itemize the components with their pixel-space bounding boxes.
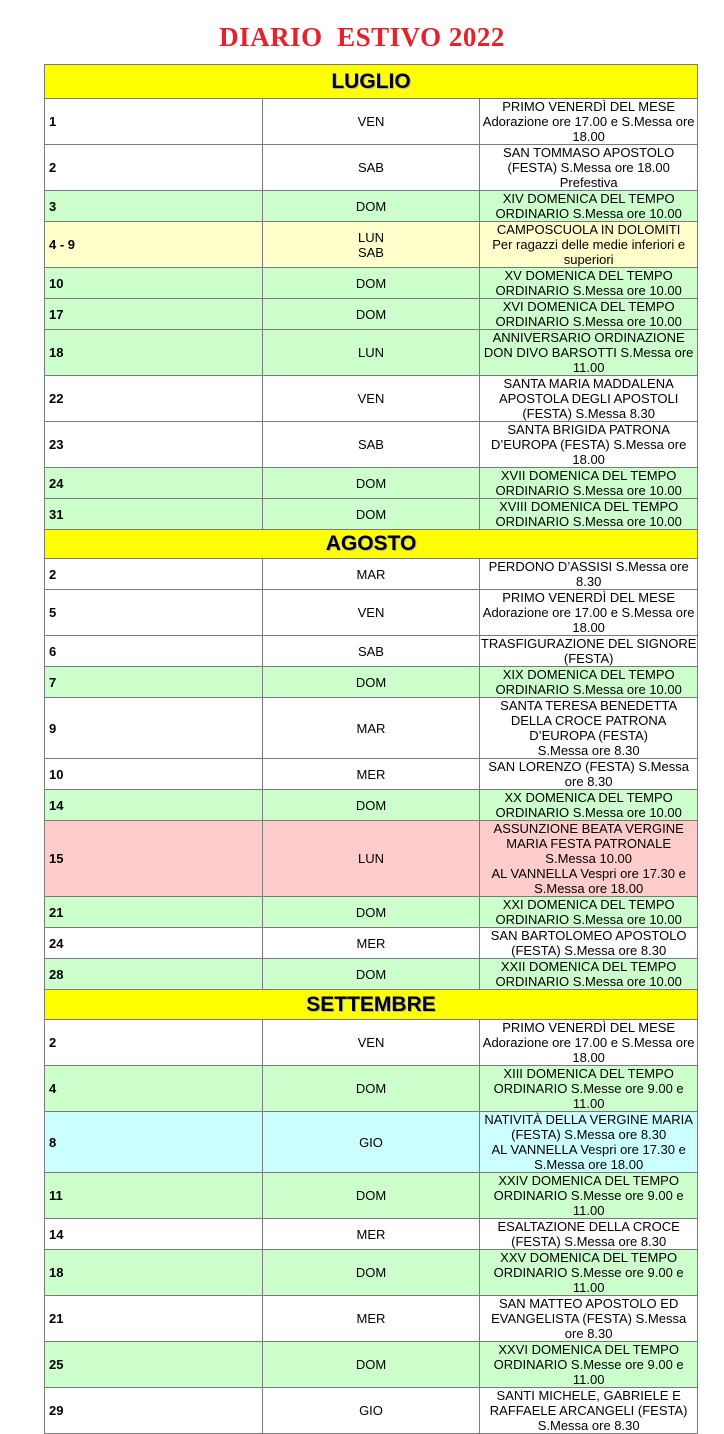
- event-weekday: DOM: [262, 499, 480, 530]
- event-description: [480, 376, 698, 422]
- event-description: [480, 499, 698, 530]
- event-weekday: MAR: [262, 559, 480, 590]
- event-date: 28: [45, 959, 263, 990]
- event-description: [480, 667, 698, 698]
- event-weekday: VEN: [262, 99, 480, 145]
- event-text-line: XIII DOMENICA DEL TEMPO ORDINARIO S.Messe ore 9.00 e 11.00: [493, 1066, 684, 1111]
- event-weekday: SAB: [262, 145, 480, 191]
- event-date: 14: [45, 1219, 263, 1250]
- event-description: [480, 698, 698, 759]
- event-date: 29: [45, 1388, 263, 1434]
- event-date: 21: [45, 897, 263, 928]
- event-date: 18: [45, 330, 263, 376]
- event-date: 3: [45, 191, 263, 222]
- table-row: [45, 145, 698, 191]
- event-date: 11: [45, 1173, 263, 1219]
- calendar-body: [45, 65, 698, 1434]
- event-weekday: VEN: [262, 1020, 480, 1066]
- event-weekday: DOM: [262, 897, 480, 928]
- event-text-line: XVI DOMENICA DEL TEMPO ORDINARIO S.Messa ore 10.00: [495, 299, 682, 329]
- event-description: [480, 299, 698, 330]
- event-text-line: XX DOMENICA DEL TEMPO ORDINARIO S.Messa ore 10.00: [495, 790, 682, 820]
- table-row: [45, 499, 698, 530]
- event-date: 14: [45, 790, 263, 821]
- table-row: [45, 1112, 698, 1173]
- event-date: 4: [45, 1066, 263, 1112]
- event-weekday: DOM: [262, 1173, 480, 1219]
- event-description: [480, 1066, 698, 1112]
- event-date: 24: [45, 928, 263, 959]
- table-row: [45, 1342, 698, 1388]
- event-text-line: XIV DOMENICA DEL TEMPO ORDINARIO S.Messa ore 10.00: [495, 191, 682, 221]
- event-date: 24: [45, 468, 263, 499]
- event-date: 2: [45, 145, 263, 191]
- table-row: [45, 928, 698, 959]
- table-row: [45, 268, 698, 299]
- event-weekday: DOM: [262, 1066, 480, 1112]
- event-description: [480, 1219, 698, 1250]
- event-text-line: XXIV DOMENICA DEL TEMPO ORDINARIO S.Messe ore 9.00 e 11.00: [493, 1173, 684, 1218]
- event-description: [480, 959, 698, 990]
- event-weekday: LUN SAB: [262, 222, 480, 268]
- event-text-line: PRIMO VENERDÌ DEL MESE Adorazione ore 17.00 e S.Messa ore 18.00: [482, 590, 695, 635]
- calendar-table: [44, 64, 698, 1434]
- table-row: [45, 1173, 698, 1219]
- table-row: [45, 636, 698, 667]
- table-row: [45, 790, 698, 821]
- event-description: [480, 191, 698, 222]
- event-date: 15: [45, 821, 263, 897]
- event-description: [480, 268, 698, 299]
- event-text-line: XXII DOMENICA DEL TEMPO ORDINARIO S.Messa ore 10.00: [495, 959, 682, 989]
- event-description: [480, 1020, 698, 1066]
- event-date: 22: [45, 376, 263, 422]
- event-weekday: DOM: [262, 191, 480, 222]
- event-weekday: MER: [262, 759, 480, 790]
- event-text-line: SAN TOMMASO APOSTOLO (FESTA) S.Messa ore 18.00 Prefestiva: [503, 145, 675, 190]
- event-weekday: DOM: [262, 468, 480, 499]
- event-date: 2: [45, 1020, 263, 1066]
- event-text-line: XV DOMENICA DEL TEMPO ORDINARIO S.Messa ore 10.00: [495, 268, 682, 298]
- event-description: [480, 790, 698, 821]
- event-text-line: Per ragazzi delle medie inferiori e superiori: [492, 237, 686, 267]
- event-description: [480, 559, 698, 590]
- event-date: 21: [45, 1296, 263, 1342]
- event-description: [480, 1112, 698, 1173]
- table-row: [45, 299, 698, 330]
- table-row: [45, 897, 698, 928]
- table-row: [45, 1066, 698, 1112]
- table-row: [45, 330, 698, 376]
- event-text-line: PRIMO VENERDÌ DEL MESE Adorazione ore 17.00 e S.Messa ore 18.00: [482, 99, 695, 144]
- event-text-line: AL VANNELLA Vespri ore 17.30 e S.Messa ore 18.00: [491, 866, 686, 896]
- event-description: [480, 636, 698, 667]
- event-description: [480, 145, 698, 191]
- event-description: [480, 821, 698, 897]
- event-date: 17: [45, 299, 263, 330]
- event-date: 8: [45, 1112, 263, 1173]
- event-description: [480, 759, 698, 790]
- page-title: DIARIO ESTIVO 2022: [219, 22, 505, 52]
- event-weekday: LUN: [262, 330, 480, 376]
- event-date: 10: [45, 268, 263, 299]
- event-text-line: SANTA TERESA BENEDETTA DELLA CROCE PATRONA D’EUROPA (FESTA): [500, 698, 678, 743]
- table-row: [45, 468, 698, 499]
- event-description: [480, 1296, 698, 1342]
- event-weekday: MER: [262, 928, 480, 959]
- event-text-line: XVII DOMENICA DEL TEMPO ORDINARIO S.Messa ore 10.00: [495, 468, 682, 498]
- event-text-line: ASSUNZIONE BEATA VERGINE MARIA FESTA PATRONALE S.Messa 10.00: [493, 821, 684, 866]
- event-date: 2: [45, 559, 263, 590]
- event-weekday: DOM: [262, 1342, 480, 1388]
- table-row: [45, 1388, 698, 1434]
- table-row: [45, 959, 698, 990]
- event-text-line: PERDONO D’ASSISI S.Messa ore 8.30: [488, 559, 689, 589]
- event-text-line: SANTA BRIGIDA PATRONA D’EUROPA (FESTA) S.Messa ore 18.00: [491, 422, 687, 467]
- table-row: [45, 1219, 698, 1250]
- event-weekday: DOM: [262, 667, 480, 698]
- month-name: AGOSTO: [45, 530, 698, 559]
- event-text-line: ANNIVERSARIO ORDINAZIONE DON DIVO BARSOTTI S.Messa ore 11.00: [483, 330, 694, 375]
- event-text-line: XXI DOMENICA DEL TEMPO ORDINARIO S.Messa ore 10.00: [495, 897, 682, 927]
- event-text-line: XXV DOMENICA DEL TEMPO ORDINARIO S.Messe ore 9.00 e 11.00: [493, 1250, 684, 1295]
- event-date: 1: [45, 99, 263, 145]
- table-row: [45, 1296, 698, 1342]
- event-text-line: NATIVITÀ DELLA VERGINE MARIA (FESTA) S.Messa ore 8.30: [484, 1112, 693, 1142]
- event-text-line: SANTI MICHELE, GABRIELE E RAFFAELE ARCANGELI (FESTA) S.Messa ore 8.30: [489, 1388, 688, 1433]
- event-weekday: GIO: [262, 1112, 480, 1173]
- event-weekday: LUN: [262, 821, 480, 897]
- table-row: [45, 821, 698, 897]
- event-weekday: VEN: [262, 376, 480, 422]
- table-row: [45, 1020, 698, 1066]
- event-date: 6: [45, 636, 263, 667]
- table-row: [45, 698, 698, 759]
- event-weekday: DOM: [262, 1250, 480, 1296]
- event-description: [480, 1173, 698, 1219]
- event-weekday: GIO: [262, 1388, 480, 1434]
- event-description: [480, 928, 698, 959]
- event-text-line: XXVI DOMENICA DEL TEMPO ORDINARIO S.Messe ore 9.00 e 11.00: [493, 1342, 684, 1387]
- event-weekday: SAB: [262, 636, 480, 667]
- table-row: [45, 1250, 698, 1296]
- month-name: SETTEMBRE: [45, 990, 698, 1020]
- event-description: [480, 1250, 698, 1296]
- event-text-line: XVIII DOMENICA DEL TEMPO ORDINARIO S.Messa ore 10.00: [495, 499, 682, 529]
- event-date: 7: [45, 667, 263, 698]
- event-text-line: S.Messa ore 8.30: [537, 743, 640, 758]
- event-description: [480, 468, 698, 499]
- event-description: [480, 1342, 698, 1388]
- event-weekday: MAR: [262, 698, 480, 759]
- event-date: 10: [45, 759, 263, 790]
- event-description: [480, 1388, 698, 1434]
- table-row: [45, 759, 698, 790]
- event-text-line: SAN BARTOLOMEO APOSTOLO (FESTA) S.Messa ore 8.30: [490, 928, 687, 958]
- event-text-line: AL VANNELLA Vespri ore 17.30 e S.Messa ore 18.00: [491, 1142, 686, 1172]
- event-description: [480, 590, 698, 636]
- month-header-agosto: [45, 530, 698, 559]
- month-header-luglio: [45, 65, 698, 99]
- event-weekday: DOM: [262, 299, 480, 330]
- table-row: [45, 191, 698, 222]
- table-row: [45, 667, 698, 698]
- event-date: 18: [45, 1250, 263, 1296]
- event-description: [480, 99, 698, 145]
- event-description: [480, 330, 698, 376]
- table-row: [45, 590, 698, 636]
- event-text-line: XIX DOMENICA DEL TEMPO ORDINARIO S.Messa ore 10.00: [495, 667, 682, 697]
- table-row: [45, 99, 698, 145]
- event-weekday: MER: [262, 1219, 480, 1250]
- event-date: 4 - 9: [45, 222, 263, 268]
- event-text-line: CAMPOSCUOLA IN DOLOMITI: [496, 222, 681, 237]
- table-row: [45, 559, 698, 590]
- event-text-line: PRIMO VENERDÌ DEL MESE Adorazione ore 17.00 e S.Messa ore 18.00: [482, 1020, 695, 1065]
- event-text-line: TRASFIGURAZIONE DEL SIGNORE (FESTA): [480, 636, 697, 666]
- event-date: 25: [45, 1342, 263, 1388]
- event-text-line: ESALTAZIONE DELLA CROCE (FESTA) S.Messa ore 8.30: [497, 1219, 680, 1249]
- event-date: 5: [45, 590, 263, 636]
- table-row: [45, 376, 698, 422]
- event-text-line: SANTA MARIA MADDALENA APOSTOLA DEGLI APOSTOLI (FESTA) S.Messa 8.30: [498, 376, 679, 421]
- event-text-line: SAN LORENZO (FESTA) S.Messa ore 8.30: [488, 759, 689, 789]
- event-weekday: SAB: [262, 422, 480, 468]
- event-date: 9: [45, 698, 263, 759]
- table-row: [45, 222, 698, 268]
- event-description: [480, 897, 698, 928]
- event-weekday: DOM: [262, 268, 480, 299]
- event-description: [480, 222, 698, 268]
- event-description: [480, 422, 698, 468]
- event-weekday: DOM: [262, 790, 480, 821]
- event-text-line: SAN MATTEO APOSTOLO ED EVANGELISTA (FESTA) S.Messa ore 8.30: [491, 1296, 687, 1341]
- month-name: LUGLIO: [45, 65, 698, 99]
- event-weekday: MER: [262, 1296, 480, 1342]
- month-header-settembre: [45, 990, 698, 1020]
- event-weekday: VEN: [262, 590, 480, 636]
- event-weekday: DOM: [262, 959, 480, 990]
- table-row: [45, 422, 698, 468]
- event-date: 31: [45, 499, 263, 530]
- event-date: 23: [45, 422, 263, 468]
